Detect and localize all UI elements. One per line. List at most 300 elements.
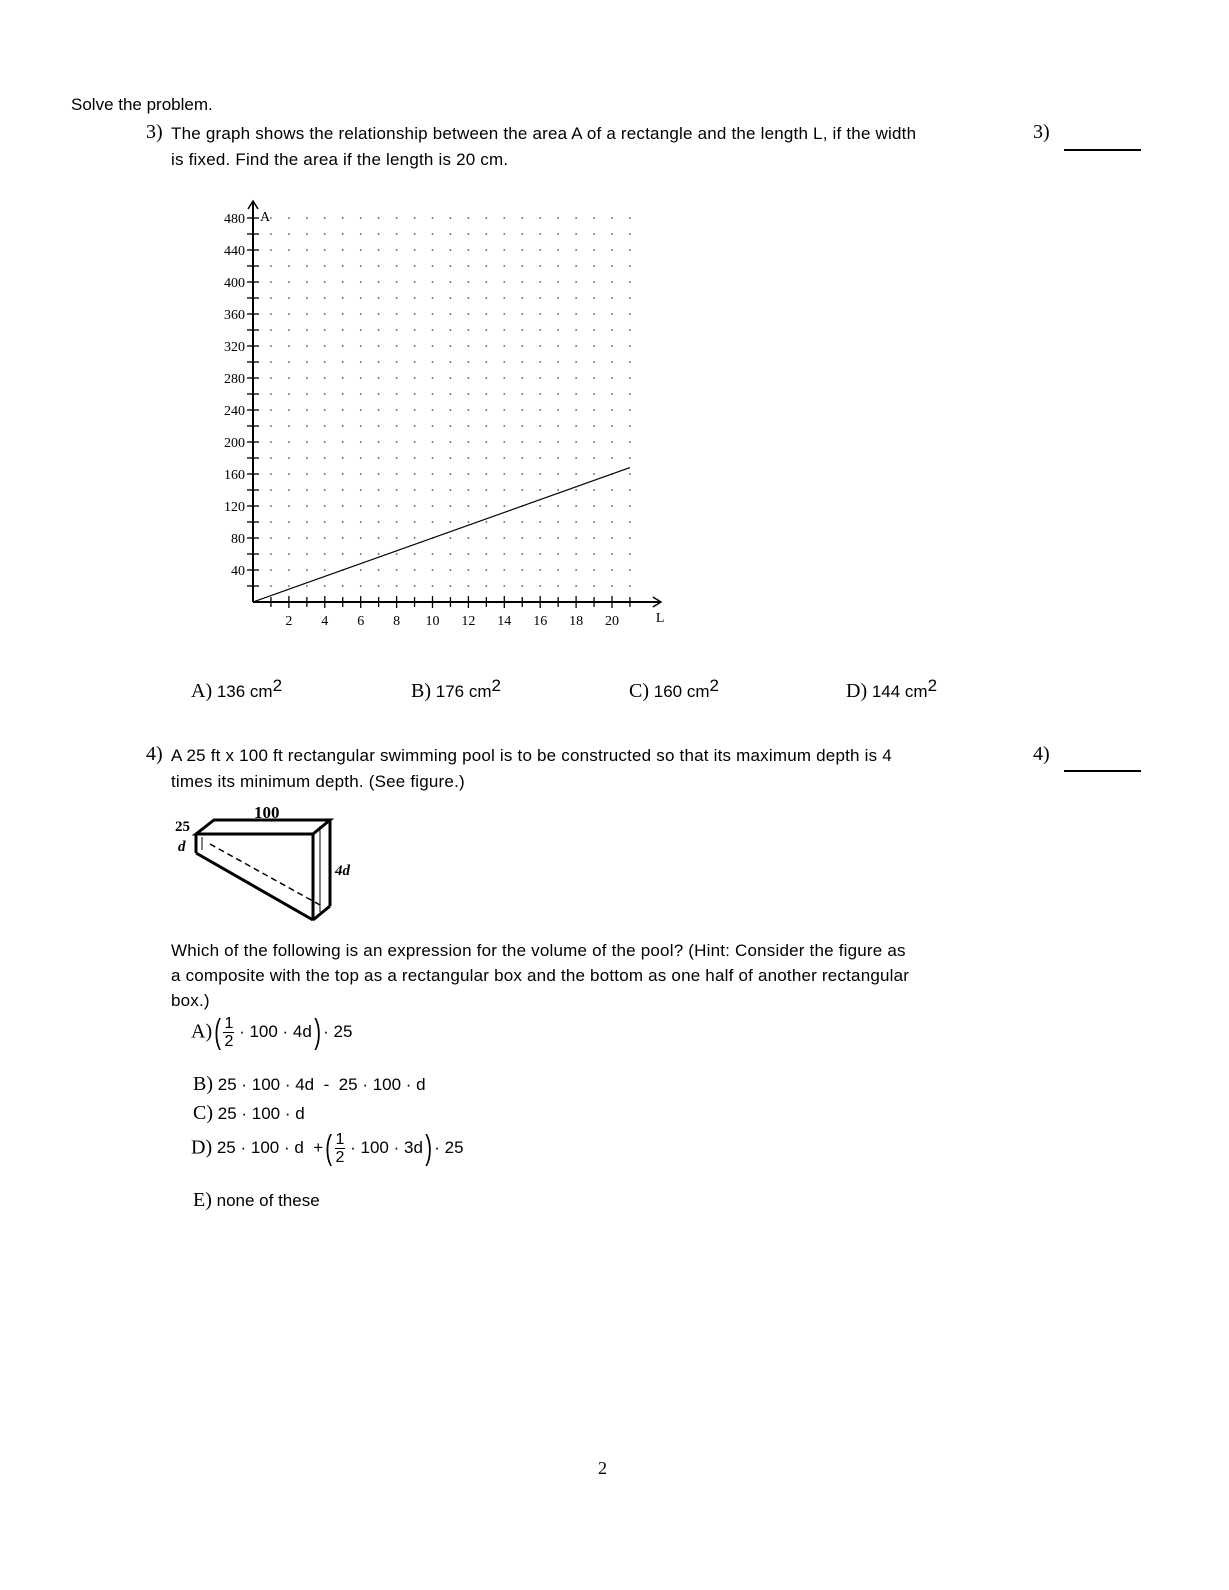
grid-dot <box>629 265 631 267</box>
y-tick-label: 160 <box>224 468 245 483</box>
q3-choice-c[interactable] <box>629 676 719 703</box>
grid-dot <box>629 505 631 507</box>
grid-dot <box>575 457 577 459</box>
grid-dot <box>270 537 272 539</box>
grid-dot <box>521 409 523 411</box>
grid-dot <box>306 505 308 507</box>
grid-dot <box>396 441 398 443</box>
grid-dot <box>503 409 505 411</box>
grid-dot <box>629 473 631 475</box>
grid-dot <box>342 249 344 251</box>
grid-dot <box>270 521 272 523</box>
grid-dot <box>539 505 541 507</box>
grid-dot <box>342 265 344 267</box>
grid-dot <box>468 537 470 539</box>
grid-dot <box>450 265 452 267</box>
grid-dot <box>324 313 326 315</box>
grid-dot <box>450 473 452 475</box>
grid-dot <box>360 345 362 347</box>
grid-dot <box>306 249 308 251</box>
grid-dot <box>503 377 505 379</box>
grid-dot <box>432 345 434 347</box>
grid-dot <box>503 281 505 283</box>
q4-choice-b-text: 25 · 100 · 4d - 25 · 100 · d <box>217 1075 426 1094</box>
grid-dot <box>629 297 631 299</box>
q4-choice-d[interactable] <box>191 1130 464 1166</box>
grid-dot <box>270 297 272 299</box>
grid-dot <box>557 329 559 331</box>
grid-dot <box>503 313 505 315</box>
grid-dot <box>575 217 577 219</box>
grid-dot <box>306 265 308 267</box>
q4-choice-e-text: none of these <box>216 1191 320 1210</box>
grid-dot <box>360 377 362 379</box>
grid-dot <box>521 473 523 475</box>
grid-dot <box>414 505 416 507</box>
grid-dot <box>432 553 434 555</box>
grid-dot <box>575 569 577 571</box>
grid-dot <box>611 393 613 395</box>
grid-dot <box>557 553 559 555</box>
grid-dot <box>611 249 613 251</box>
grid-dot <box>288 489 290 491</box>
grid-dot <box>503 329 505 331</box>
grid-dot <box>450 521 452 523</box>
grid-dot <box>485 521 487 523</box>
grid-dot <box>360 473 362 475</box>
grid-dot <box>288 281 290 283</box>
grid-dot <box>360 329 362 331</box>
grid-dot <box>629 537 631 539</box>
q4-answer-blank[interactable] <box>1064 770 1141 772</box>
grid-dot <box>360 457 362 459</box>
grid-dot <box>485 265 487 267</box>
grid-dot <box>611 281 613 283</box>
grid-dot <box>539 585 541 587</box>
grid-dot <box>270 569 272 571</box>
q4-choice-a[interactable] <box>191 1014 352 1050</box>
grid-dot <box>450 457 452 459</box>
grid-dot <box>324 521 326 523</box>
q4-choice-d-after: · 25 <box>434 1138 464 1157</box>
chart-series <box>253 468 630 602</box>
grid-dot <box>485 585 487 587</box>
grid-dot <box>485 553 487 555</box>
grid-dot <box>324 473 326 475</box>
grid-dot <box>629 281 631 283</box>
grid-dot <box>485 233 487 235</box>
grid-dot <box>593 265 595 267</box>
y-tick-label: 440 <box>224 244 245 259</box>
grid-dot <box>378 265 380 267</box>
grid-dot <box>611 521 613 523</box>
grid-dot <box>468 569 470 571</box>
q4-choice-b-letter: B) <box>193 1073 213 1095</box>
grid-dot <box>396 233 398 235</box>
grid-dot <box>378 489 380 491</box>
grid-dot <box>396 345 398 347</box>
grid-dot <box>432 265 434 267</box>
grid-dot <box>575 361 577 363</box>
grid-dot <box>629 441 631 443</box>
grid-dot <box>593 441 595 443</box>
q4-choice-d-fraction: $\frac{1}{2}$ <box>335 1130 345 1166</box>
grid-dot <box>485 569 487 571</box>
q3-choice-b[interactable] <box>411 676 501 703</box>
grid-dot <box>503 233 505 235</box>
grid-dot <box>629 569 631 571</box>
grid-dot <box>342 329 344 331</box>
grid-dot <box>288 377 290 379</box>
grid-dot <box>557 393 559 395</box>
grid-dot <box>324 489 326 491</box>
grid-dot <box>539 281 541 283</box>
grid-dot <box>414 361 416 363</box>
grid-dot <box>378 585 380 587</box>
grid-dot <box>485 537 487 539</box>
y-tick-label: 120 <box>224 500 245 515</box>
grid-dot <box>432 569 434 571</box>
grid-dot <box>270 393 272 395</box>
grid-dot <box>521 425 523 427</box>
grid-dot <box>414 233 416 235</box>
grid-dot <box>611 441 613 443</box>
page-number: 2 <box>598 1458 607 1478</box>
q3-choice-d[interactable] <box>846 676 937 703</box>
grid-dot <box>306 585 308 587</box>
grid-dot <box>485 489 487 491</box>
grid-dot <box>414 249 416 251</box>
grid-dot <box>629 329 631 331</box>
grid-dot <box>306 217 308 219</box>
q4-choice-b[interactable] <box>193 1073 426 1096</box>
q3-answer-label: 3) <box>1033 121 1050 143</box>
grid-dot <box>575 553 577 555</box>
grid-dot <box>288 409 290 411</box>
grid-dot <box>468 297 470 299</box>
grid-dot <box>378 409 380 411</box>
grid-dot <box>629 313 631 315</box>
grid-dot <box>611 361 613 363</box>
q3-text-line1: The graph shows the relationship between the area A of a rectangle and the length L, if the width <box>171 124 917 143</box>
grid-dot <box>450 441 452 443</box>
grid-dot <box>468 409 470 411</box>
q3-answer-blank[interactable] <box>1064 149 1141 151</box>
grid-dot <box>324 329 326 331</box>
grid-dot <box>432 313 434 315</box>
grid-dot <box>342 521 344 523</box>
grid-dot <box>485 281 487 283</box>
pool-top-face <box>196 820 330 834</box>
grid-dot <box>468 313 470 315</box>
grid-dot <box>521 281 523 283</box>
grid-dot <box>450 553 452 555</box>
grid-dot <box>432 489 434 491</box>
grid-dot <box>521 265 523 267</box>
q4-choice-c[interactable] <box>193 1102 305 1125</box>
grid-dot <box>468 441 470 443</box>
grid-dot <box>629 585 631 587</box>
grid-dot <box>288 425 290 427</box>
x-tick-label: 18 <box>569 614 584 629</box>
grid-dot <box>611 425 613 427</box>
grid-dot <box>557 345 559 347</box>
grid-dot <box>270 473 272 475</box>
grid-dot <box>414 297 416 299</box>
grid-dot <box>306 569 308 571</box>
grid-dot <box>288 505 290 507</box>
y-tick-label: 400 <box>224 276 245 291</box>
x-axis-label: L <box>655 611 665 626</box>
grid-dot <box>575 473 577 475</box>
grid-dot <box>378 537 380 539</box>
grid-dot <box>342 457 344 459</box>
grid-dot <box>414 441 416 443</box>
grid-dot <box>270 409 272 411</box>
x-tick-label: 4 <box>321 614 329 629</box>
grid-dot <box>270 329 272 331</box>
grid-dot <box>324 457 326 459</box>
grid-dot <box>629 457 631 459</box>
grid-dot <box>378 553 380 555</box>
grid-dot <box>288 553 290 555</box>
grid-dot <box>575 297 577 299</box>
grid-dot <box>306 361 308 363</box>
grid-dot <box>611 233 613 235</box>
grid-dot <box>288 233 290 235</box>
q4-choice-d-rparen: ) <box>425 1129 432 1167</box>
grid-dot <box>468 233 470 235</box>
grid-dot <box>414 585 416 587</box>
grid-dot <box>521 489 523 491</box>
grid-dot <box>306 393 308 395</box>
grid-dot <box>521 297 523 299</box>
grid-dot <box>450 297 452 299</box>
grid-dot <box>396 585 398 587</box>
grid-dot <box>521 345 523 347</box>
grid-dot <box>396 361 398 363</box>
grid-dot <box>539 521 541 523</box>
grid-dot <box>593 249 595 251</box>
grid-dot <box>468 345 470 347</box>
q3-choice-c-letter: C) <box>629 680 649 702</box>
grid-dot <box>270 553 272 555</box>
grid-dot <box>270 441 272 443</box>
grid-dot <box>360 217 362 219</box>
grid-dot <box>270 313 272 315</box>
grid-dot <box>539 425 541 427</box>
grid-dot <box>414 569 416 571</box>
grid-dot <box>629 377 631 379</box>
grid-dot <box>539 537 541 539</box>
grid-dot <box>306 329 308 331</box>
grid-dot <box>557 521 559 523</box>
grid-dot <box>378 249 380 251</box>
grid-dot <box>432 505 434 507</box>
q3-choice-d-letter: D) <box>846 680 868 702</box>
grid-dot <box>288 329 290 331</box>
grid-dot <box>288 473 290 475</box>
x-tick-label: 14 <box>497 614 512 629</box>
grid-dot <box>611 377 613 379</box>
grid-dot <box>485 441 487 443</box>
grid-dot <box>521 585 523 587</box>
grid-dot <box>611 537 613 539</box>
grid-dot <box>468 585 470 587</box>
grid-dot <box>360 265 362 267</box>
grid-dot <box>557 217 559 219</box>
grid-dot <box>450 329 452 331</box>
grid-dot <box>306 425 308 427</box>
grid-dot <box>557 409 559 411</box>
grid-dot <box>450 377 452 379</box>
q4-choice-c-letter: C) <box>193 1102 213 1124</box>
grid-dot <box>629 393 631 395</box>
grid-dot <box>503 393 505 395</box>
grid-dot <box>342 505 344 507</box>
chart-axes <box>248 201 661 607</box>
grid-dot <box>324 585 326 587</box>
grid-dot <box>396 521 398 523</box>
grid-dot <box>539 233 541 235</box>
grid-dot <box>378 521 380 523</box>
grid-dot <box>521 377 523 379</box>
grid-dot <box>611 329 613 331</box>
pool-label-d: d <box>178 839 186 855</box>
grid-dot <box>396 313 398 315</box>
grid-dot <box>360 249 362 251</box>
grid-dot <box>629 345 631 347</box>
grid-dot <box>396 377 398 379</box>
grid-dot <box>288 217 290 219</box>
q3-choice-c-sup: 2 <box>709 676 719 695</box>
grid-dot <box>521 249 523 251</box>
grid-dot <box>378 441 380 443</box>
grid-dot <box>611 265 613 267</box>
q3-choice-a[interactable] <box>191 676 282 703</box>
grid-dot <box>593 553 595 555</box>
grid-dot <box>270 281 272 283</box>
grid-dot <box>396 297 398 299</box>
grid-dot <box>342 425 344 427</box>
q4-choice-a-rparen: ) <box>314 1013 321 1051</box>
y-tick-label: 480 <box>224 212 245 227</box>
grid-dot <box>342 553 344 555</box>
grid-dot <box>539 377 541 379</box>
grid-dot <box>557 569 559 571</box>
grid-dot <box>557 297 559 299</box>
grid-dot <box>575 505 577 507</box>
grid-dot <box>288 569 290 571</box>
grid-dot <box>503 585 505 587</box>
grid-dot <box>521 537 523 539</box>
grid-dot <box>539 553 541 555</box>
grid-dot <box>468 249 470 251</box>
grid-dot <box>611 489 613 491</box>
grid-dot <box>503 569 505 571</box>
grid-dot <box>557 361 559 363</box>
grid-dot <box>468 521 470 523</box>
grid-dot <box>593 505 595 507</box>
y-tick-label: 40 <box>231 564 245 579</box>
grid-dot <box>503 457 505 459</box>
grid-dot <box>342 537 344 539</box>
grid-dot <box>414 393 416 395</box>
q4-choice-e[interactable] <box>193 1189 320 1212</box>
grid-dot <box>611 217 613 219</box>
grid-dot <box>342 585 344 587</box>
grid-dot <box>450 409 452 411</box>
grid-dot <box>414 457 416 459</box>
grid-dot <box>432 473 434 475</box>
grid-dot <box>593 409 595 411</box>
grid-dot <box>629 233 631 235</box>
q4-number: 4) <box>146 743 163 765</box>
grid-dot <box>342 393 344 395</box>
grid-dot <box>593 281 595 283</box>
grid-dot <box>342 313 344 315</box>
q3-number: 3) <box>146 121 163 143</box>
q4-prompt-line3: box.) <box>171 991 210 1010</box>
grid-dot <box>539 297 541 299</box>
grid-dot <box>557 457 559 459</box>
grid-dot <box>575 537 577 539</box>
grid-dot <box>611 313 613 315</box>
grid-dot <box>485 457 487 459</box>
grid-dot <box>378 377 380 379</box>
grid-dot <box>503 217 505 219</box>
grid-dot <box>396 329 398 331</box>
grid-dot <box>360 425 362 427</box>
grid-dot <box>450 425 452 427</box>
grid-dot <box>557 473 559 475</box>
grid-dot <box>288 249 290 251</box>
grid-dot <box>521 233 523 235</box>
grid-dot <box>324 345 326 347</box>
grid-dot <box>288 345 290 347</box>
grid-dot <box>557 377 559 379</box>
grid-dot <box>557 233 559 235</box>
q3-choice-c-text: 160 cm <box>653 682 710 701</box>
grid-dot <box>270 505 272 507</box>
grid-dot <box>450 281 452 283</box>
grid-dot <box>503 297 505 299</box>
grid-dot <box>450 585 452 587</box>
grid-dot <box>503 425 505 427</box>
grid-dot <box>360 233 362 235</box>
grid-dot <box>396 425 398 427</box>
grid-dot <box>414 553 416 555</box>
x-tick-label: 6 <box>357 614 365 629</box>
grid-dot <box>557 249 559 251</box>
grid-dot <box>324 233 326 235</box>
q4-choice-a-inner: · 100 · 4d <box>239 1022 312 1041</box>
q3-choice-b-text: 176 cm <box>435 682 492 701</box>
x-tick-label: 10 <box>425 614 440 629</box>
grid-dot <box>468 265 470 267</box>
grid-dot <box>521 361 523 363</box>
grid-dot <box>270 265 272 267</box>
grid-dot <box>432 425 434 427</box>
x-tick-label: 8 <box>393 614 401 629</box>
grid-dot <box>593 489 595 491</box>
y-tick-label: 360 <box>224 308 245 323</box>
grid-dot <box>432 249 434 251</box>
grid-dot <box>360 489 362 491</box>
grid-dot <box>414 537 416 539</box>
grid-dot <box>629 553 631 555</box>
grid-dot <box>450 569 452 571</box>
